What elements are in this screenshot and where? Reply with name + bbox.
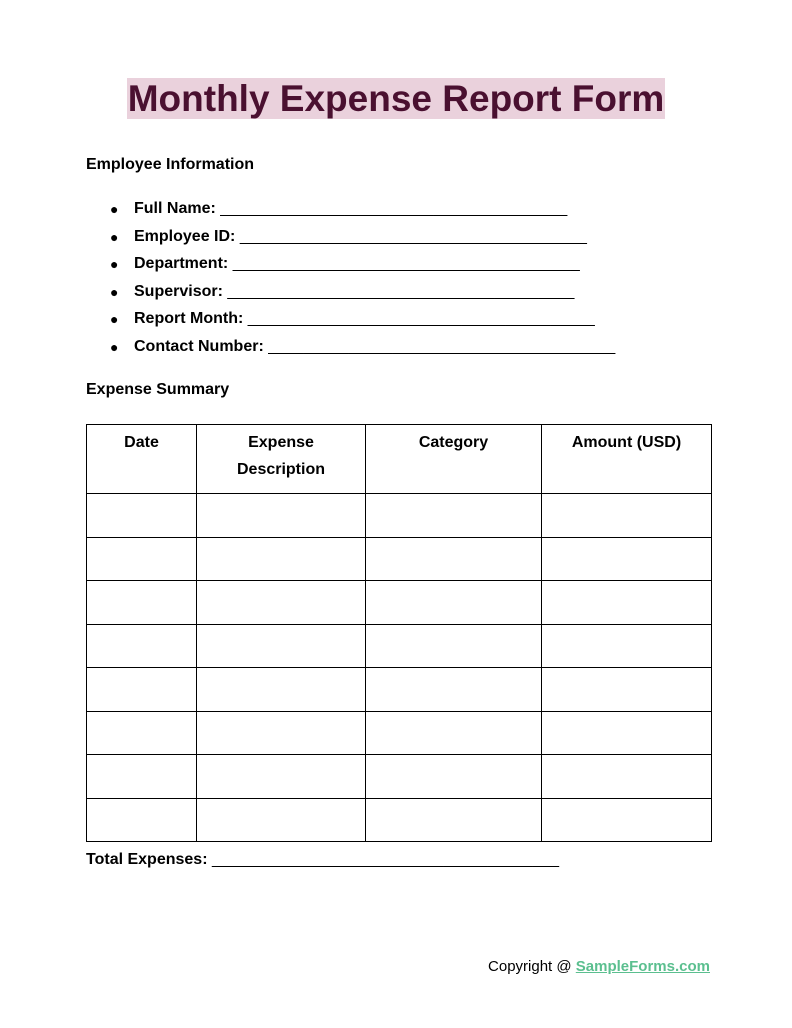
amount-cell[interactable] <box>542 798 712 842</box>
amount-cell[interactable] <box>542 537 712 581</box>
field-contact-number <box>86 336 615 364</box>
copyright-text: Copyright @ <box>488 958 576 975</box>
date-cell[interactable] <box>87 798 197 842</box>
date-cell[interactable] <box>87 668 197 712</box>
category-cell[interactable] <box>366 755 542 799</box>
employee-info-list <box>86 198 615 364</box>
column-header-date: Date <box>87 425 197 494</box>
amount-cell[interactable] <box>542 711 712 755</box>
category-cell[interactable] <box>366 494 542 538</box>
bullet-icon: ● <box>110 228 119 245</box>
field-label: Employee ID: <box>134 227 236 245</box>
category-cell[interactable] <box>366 668 542 712</box>
table-row <box>87 494 712 538</box>
expense-table <box>86 424 712 842</box>
table-row <box>87 581 712 625</box>
column-header-category: Category <box>366 425 542 494</box>
date-cell[interactable] <box>87 624 197 668</box>
description-cell[interactable] <box>197 755 366 799</box>
total-expenses-blank[interactable]: _______________________________________ <box>211 851 560 868</box>
date-cell[interactable] <box>87 537 197 581</box>
description-cell[interactable] <box>197 494 366 538</box>
column-header-amount: Amount (USD) <box>542 425 712 494</box>
total-expenses <box>86 851 559 869</box>
field-label: Department: <box>134 255 229 273</box>
table-row <box>87 537 712 581</box>
bullet-icon: ● <box>110 201 119 217</box>
table-row <box>87 624 712 668</box>
category-cell[interactable] <box>366 581 542 625</box>
amount-cell[interactable] <box>542 494 712 538</box>
table-row <box>87 755 712 799</box>
column-header-description: Expense Description <box>197 425 366 494</box>
field-department <box>86 253 615 281</box>
amount-cell[interactable] <box>542 581 712 625</box>
sampleforms-link[interactable]: SampleForms.com <box>575 958 710 975</box>
category-cell[interactable] <box>366 798 542 842</box>
date-cell[interactable] <box>87 755 197 799</box>
table-row <box>87 798 712 842</box>
full-name-blank[interactable]: _______________________________________ <box>220 200 568 217</box>
table-row <box>87 711 712 755</box>
table-header-row <box>87 425 712 494</box>
field-full-name <box>86 198 615 226</box>
field-label: Full Name: <box>134 200 216 217</box>
page-title: Monthly Expense Report Form <box>127 78 665 119</box>
date-cell[interactable] <box>87 494 197 538</box>
title-container <box>0 78 792 119</box>
field-report-month <box>86 308 615 336</box>
description-cell[interactable] <box>197 711 366 755</box>
copyright-footer <box>488 958 710 975</box>
description-cell[interactable] <box>197 624 366 668</box>
category-cell[interactable] <box>366 711 542 755</box>
field-label: Report Month: <box>134 310 244 328</box>
report-month-blank[interactable]: _______________________________________ <box>247 310 595 328</box>
bullet-icon: ● <box>110 311 119 328</box>
employee-info-heading: Employee Information <box>86 156 255 173</box>
contact-number-blank[interactable]: _______________________________________ <box>268 337 616 355</box>
description-cell[interactable] <box>197 581 366 625</box>
employee-id-blank[interactable]: _______________________________________ <box>239 227 587 245</box>
field-employee-id <box>86 226 615 254</box>
date-cell[interactable] <box>87 581 197 625</box>
description-cell[interactable] <box>197 668 366 712</box>
bullet-icon: ● <box>110 256 119 273</box>
field-supervisor <box>86 281 615 309</box>
amount-cell[interactable] <box>542 668 712 712</box>
category-cell[interactable] <box>366 624 542 668</box>
bullet-icon: ● <box>110 338 119 355</box>
total-expenses-label: Total Expenses: <box>86 851 208 868</box>
date-cell[interactable] <box>87 711 197 755</box>
amount-cell[interactable] <box>542 755 712 799</box>
supervisor-blank[interactable]: _______________________________________ <box>227 282 575 300</box>
field-label: Supervisor: <box>134 282 223 300</box>
field-label: Contact Number: <box>134 337 264 355</box>
amount-cell[interactable] <box>542 624 712 668</box>
description-cell[interactable] <box>197 537 366 581</box>
category-cell[interactable] <box>366 537 542 581</box>
bullet-icon: ● <box>110 283 119 300</box>
expense-summary-heading: Expense Summary <box>86 381 230 398</box>
table-row <box>87 668 712 712</box>
department-blank[interactable]: _______________________________________ <box>232 255 580 273</box>
description-cell[interactable] <box>197 798 366 842</box>
